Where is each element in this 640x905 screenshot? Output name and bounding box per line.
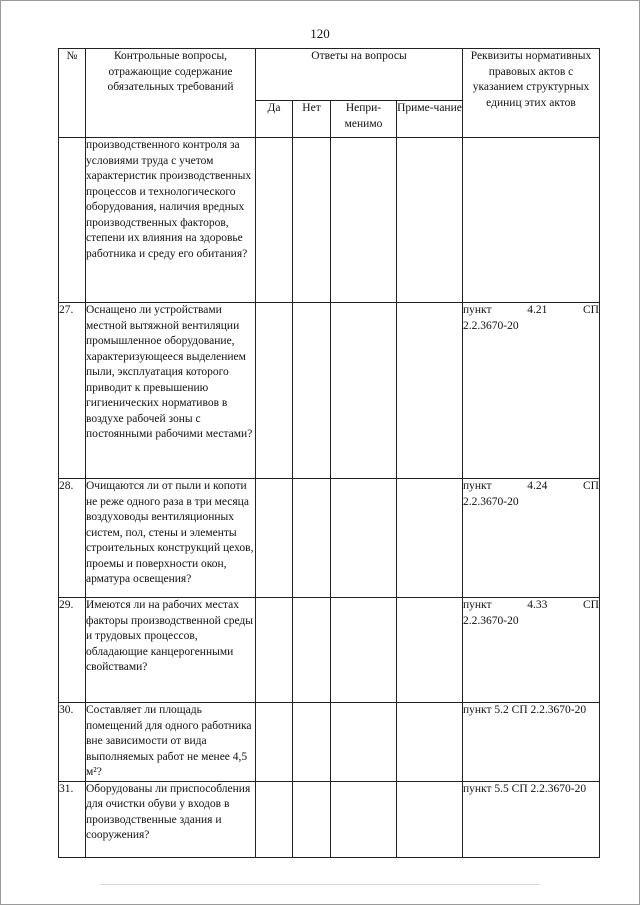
answer-no-cell[interactable] — [293, 703, 331, 782]
answer-note-cell[interactable] — [397, 479, 463, 598]
row-question: Составляет ли площадь помещений для одного работника вне зависимости от вида выполняемых работ не менее 4,5 м²? — [86, 703, 256, 782]
page-number: 120 — [310, 26, 330, 41]
table-row — [59, 479, 600, 598]
table-row — [59, 303, 600, 479]
header-not-applicable: Непри-менимо — [331, 101, 397, 138]
reference-line-2: 2.2.3670-20 — [463, 495, 519, 508]
row-reference: пункт 5.5 СП 2.2.3670-20 — [463, 781, 600, 857]
answer-not-applicable-cell[interactable] — [331, 138, 397, 303]
header-yes: Да — [256, 101, 293, 138]
reference-line-1 — [463, 479, 599, 495]
header-note: Приме-чание — [397, 101, 463, 138]
checklist-table — [58, 48, 600, 858]
row-number — [59, 138, 86, 303]
table-row — [59, 781, 600, 857]
answer-note-cell[interactable] — [397, 781, 463, 857]
answer-yes-cell[interactable] — [256, 479, 293, 598]
row-reference — [463, 479, 600, 598]
answer-no-cell[interactable] — [293, 479, 331, 598]
reference-line-1 — [463, 303, 599, 319]
reference-word: СП — [583, 480, 599, 492]
answer-not-applicable-cell[interactable] — [331, 703, 397, 782]
answer-note-cell[interactable] — [397, 138, 463, 303]
header-ref: Реквизиты нормативных правовых актов с указанием структурных единиц этих актов — [463, 49, 600, 138]
header-num: № — [59, 49, 86, 138]
reference-line-2: 2.2.3670-20 — [463, 319, 519, 332]
reference-word: СП — [583, 599, 599, 611]
header-question: Контрольные вопросы, отражающие содержание обязательных требований — [86, 49, 256, 138]
header-answers: Ответы на вопросы — [256, 49, 463, 101]
header-no: Нет — [293, 101, 331, 138]
reference-line-1 — [463, 598, 599, 614]
answer-no-cell[interactable] — [293, 781, 331, 857]
answer-note-cell[interactable] — [397, 598, 463, 703]
reference-word: 4.24 — [527, 480, 548, 492]
reference-word: СП — [583, 304, 599, 316]
answer-no-cell[interactable] — [293, 598, 331, 703]
reference-line-2: 2.2.3670-20 — [463, 614, 519, 627]
row-reference — [463, 303, 600, 479]
header-row — [59, 49, 600, 101]
table-row — [59, 138, 600, 303]
answer-yes-cell[interactable] — [256, 138, 293, 303]
page-edge-top — [0, 0, 640, 1]
answer-note-cell[interactable] — [397, 303, 463, 479]
row-question: Очищаются ли от пыли и копоти не реже одного раза в три месяца воздуховоды вентиляционных систем, пол, стены и элементы строительных конструкций цехов, проемы и поверхности окон, арматура освещения? — [86, 479, 256, 598]
reference-word: 4.33 — [527, 599, 548, 611]
table-row — [59, 598, 600, 703]
table-row — [59, 703, 600, 782]
reference-word: пункт — [463, 304, 492, 316]
row-question: Имеются ли на рабочих местах факторы производственной среды и трудовых процессов, обладающие канцерогенными свойствами? — [86, 598, 256, 703]
row-number: 28. — [59, 479, 86, 598]
row-number: 30. — [59, 703, 86, 782]
answer-no-cell[interactable] — [293, 303, 331, 479]
reference-word: пункт — [463, 480, 492, 492]
reference-word: пункт — [463, 599, 492, 611]
answer-yes-cell[interactable] — [256, 303, 293, 479]
row-reference — [463, 138, 600, 303]
row-number: 29. — [59, 598, 86, 703]
reference-word: 4.21 — [527, 304, 548, 316]
answer-not-applicable-cell[interactable] — [331, 303, 397, 479]
row-question: Оборудованы ли приспособления для очистки обуви у входов в производственные здания и сооружения? — [86, 781, 256, 857]
row-question: Оснащено ли устройствами местной вытяжной вентиляции промышленное оборудование, характеризующееся выделением пыли, эксплуатация которого приводит к превышению гигиенических нормативов в воздухе рабочей зоны с постоянными рабочими местами? — [86, 303, 256, 479]
row-number: 27. — [59, 303, 86, 479]
row-reference — [463, 598, 600, 703]
row-reference: пункт 5.2 СП 2.2.3670-20 — [463, 703, 600, 782]
answer-not-applicable-cell[interactable] — [331, 479, 397, 598]
answer-yes-cell[interactable] — [256, 781, 293, 857]
row-number: 31. — [59, 781, 86, 857]
answer-no-cell[interactable] — [293, 138, 331, 303]
footer-divider — [100, 884, 540, 885]
answer-note-cell[interactable] — [397, 703, 463, 782]
page-edge-left — [0, 0, 1, 905]
answer-yes-cell[interactable] — [256, 598, 293, 703]
answer-not-applicable-cell[interactable] — [331, 781, 397, 857]
answer-yes-cell[interactable] — [256, 703, 293, 782]
row-question: производственного контроля за условиями труда с учетом характеристик производственных процессов и технологического оборудования, наличия вредных производственных факторов, степени их влияния на здоровье работника и среду его обитания? — [86, 138, 256, 303]
answer-not-applicable-cell[interactable] — [331, 598, 397, 703]
